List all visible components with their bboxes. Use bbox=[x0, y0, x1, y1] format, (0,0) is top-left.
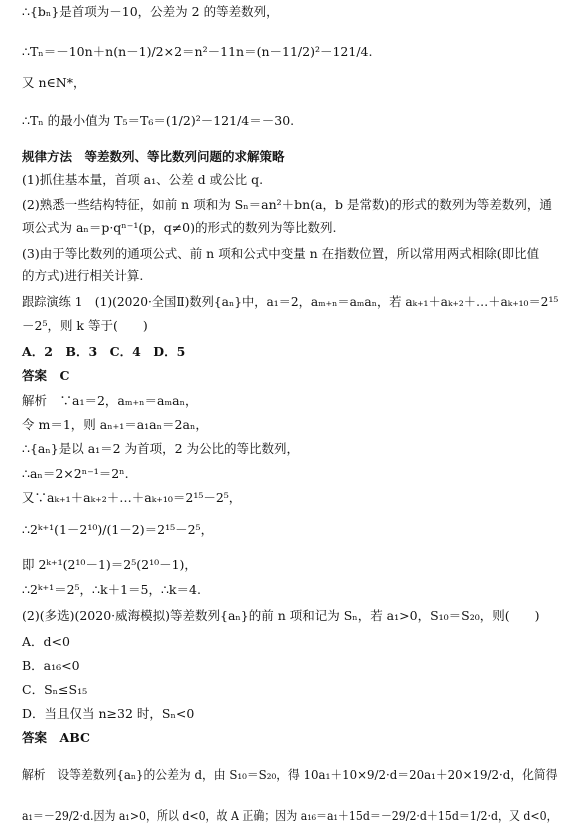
section-heading: 规律方法 等差数列、等比数列问题的求解策略 bbox=[22, 149, 285, 164]
analysis-line: ∴2ᵏ⁺¹＝2⁵，∴k＋1＝5，∴k＝4. bbox=[22, 582, 201, 597]
text-line: 又 n∈N*， bbox=[22, 75, 86, 90]
question-line: (2)(多选)(2020·威海模拟)等差数列{aₙ}的前 n 项和记为 Sₙ，若 a₁>0，S₁₀＝S₂₀，则( ) bbox=[22, 608, 540, 623]
answer-line: 答案 C bbox=[22, 368, 70, 383]
choice-option: A．d<0 bbox=[22, 634, 70, 649]
choice-option: D．当且仅当 n≥32 时，Sₙ<0 bbox=[22, 706, 195, 721]
analysis-line: 解析 ∵a₁＝2，aₘ₊ₙ＝aₘaₙ， bbox=[22, 393, 198, 408]
analysis-line: 令 m＝1，则 aₙ₊₁＝a₁aₙ＝2aₙ， bbox=[22, 417, 208, 432]
formula-line: ∴Tₙ＝－10n＋n(n－1)/2×2＝n²－11n＝(n－11/2)²－121/4. bbox=[22, 44, 373, 59]
formula-line: ∴Tₙ 的最小值为 T₅＝T₆＝(1/2)²－121/4＝－30. bbox=[22, 113, 295, 128]
analysis-line: 即 2ᵏ⁺¹(2¹⁰－1)＝2⁵(2¹⁰－1)， bbox=[22, 557, 197, 572]
question-line: －2⁵，则 k 等于( ) bbox=[22, 318, 148, 333]
text-line: (1)抓住基本量，首项 a₁、公差 d 或公比 q. bbox=[22, 172, 264, 187]
text-line: ∴{bₙ}是首项为－10，公差为 2 的等差数列， bbox=[22, 4, 279, 19]
text-line: (3)由于等比数列的通项公式、前 n 项和公式中变量 n 在指数位置，所以常用两式相除(即比值 bbox=[22, 246, 540, 261]
analysis-line: a₁＝－29/2·d.因为 a₁>0，所以 d<0，故 A 正确；因为 a₁₆＝a₁＋15d＝－29/2·d＋15d＝1/2·d，又 d<0， bbox=[22, 808, 558, 823]
analysis-line: ∴aₙ＝2×2ⁿ⁻¹＝2ⁿ. bbox=[22, 466, 129, 481]
analysis-line: 解析 设等差数列{aₙ}的公差为 d，由 S₁₀＝S₂₀，得 10a₁＋10×9/2·d＝20a₁＋20×19/2·d，化简得 bbox=[22, 767, 558, 782]
analysis-line: 又∵aₖ₊₁＋aₖ₊₂＋…＋aₖ₊₁₀＝2¹⁵－2⁵， bbox=[22, 490, 242, 505]
choice-option: C．Sₙ≤S₁₅ bbox=[22, 682, 88, 697]
text-line: 的方式)进行相关计算. bbox=[22, 268, 144, 283]
text-line: (2)熟悉一些结构特征，如前 n 项和为 Sₙ＝an²＋bn(a，b 是常数)的形式的数列为等差数列，通 bbox=[22, 197, 552, 212]
question-line: 跟踪演练 1 (1)(2020·全国Ⅱ)数列{aₙ}中，a₁＝2，aₘ₊ₙ＝aₘaₙ，若 aₖ₊₁＋aₖ₊₂＋…＋aₖ₊₁₀＝2¹⁵ bbox=[22, 294, 559, 309]
choice-option: B．a₁₆<0 bbox=[22, 658, 80, 673]
choice-options: A．2 B．3 C．4 D．5 bbox=[22, 344, 186, 359]
text-line: 项公式为 aₙ＝p·qⁿ⁻¹(p，q≠0)的形式的数列为等比数列. bbox=[22, 220, 337, 235]
answer-line: 答案 ABC bbox=[22, 730, 90, 745]
formula-line: ∴2ᵏ⁺¹(1－2¹⁰)/(1－2)＝2¹⁵－2⁵， bbox=[22, 522, 214, 537]
analysis-line: ∴{aₙ}是以 a₁＝2 为首项，2 为公比的等比数列， bbox=[22, 441, 300, 456]
